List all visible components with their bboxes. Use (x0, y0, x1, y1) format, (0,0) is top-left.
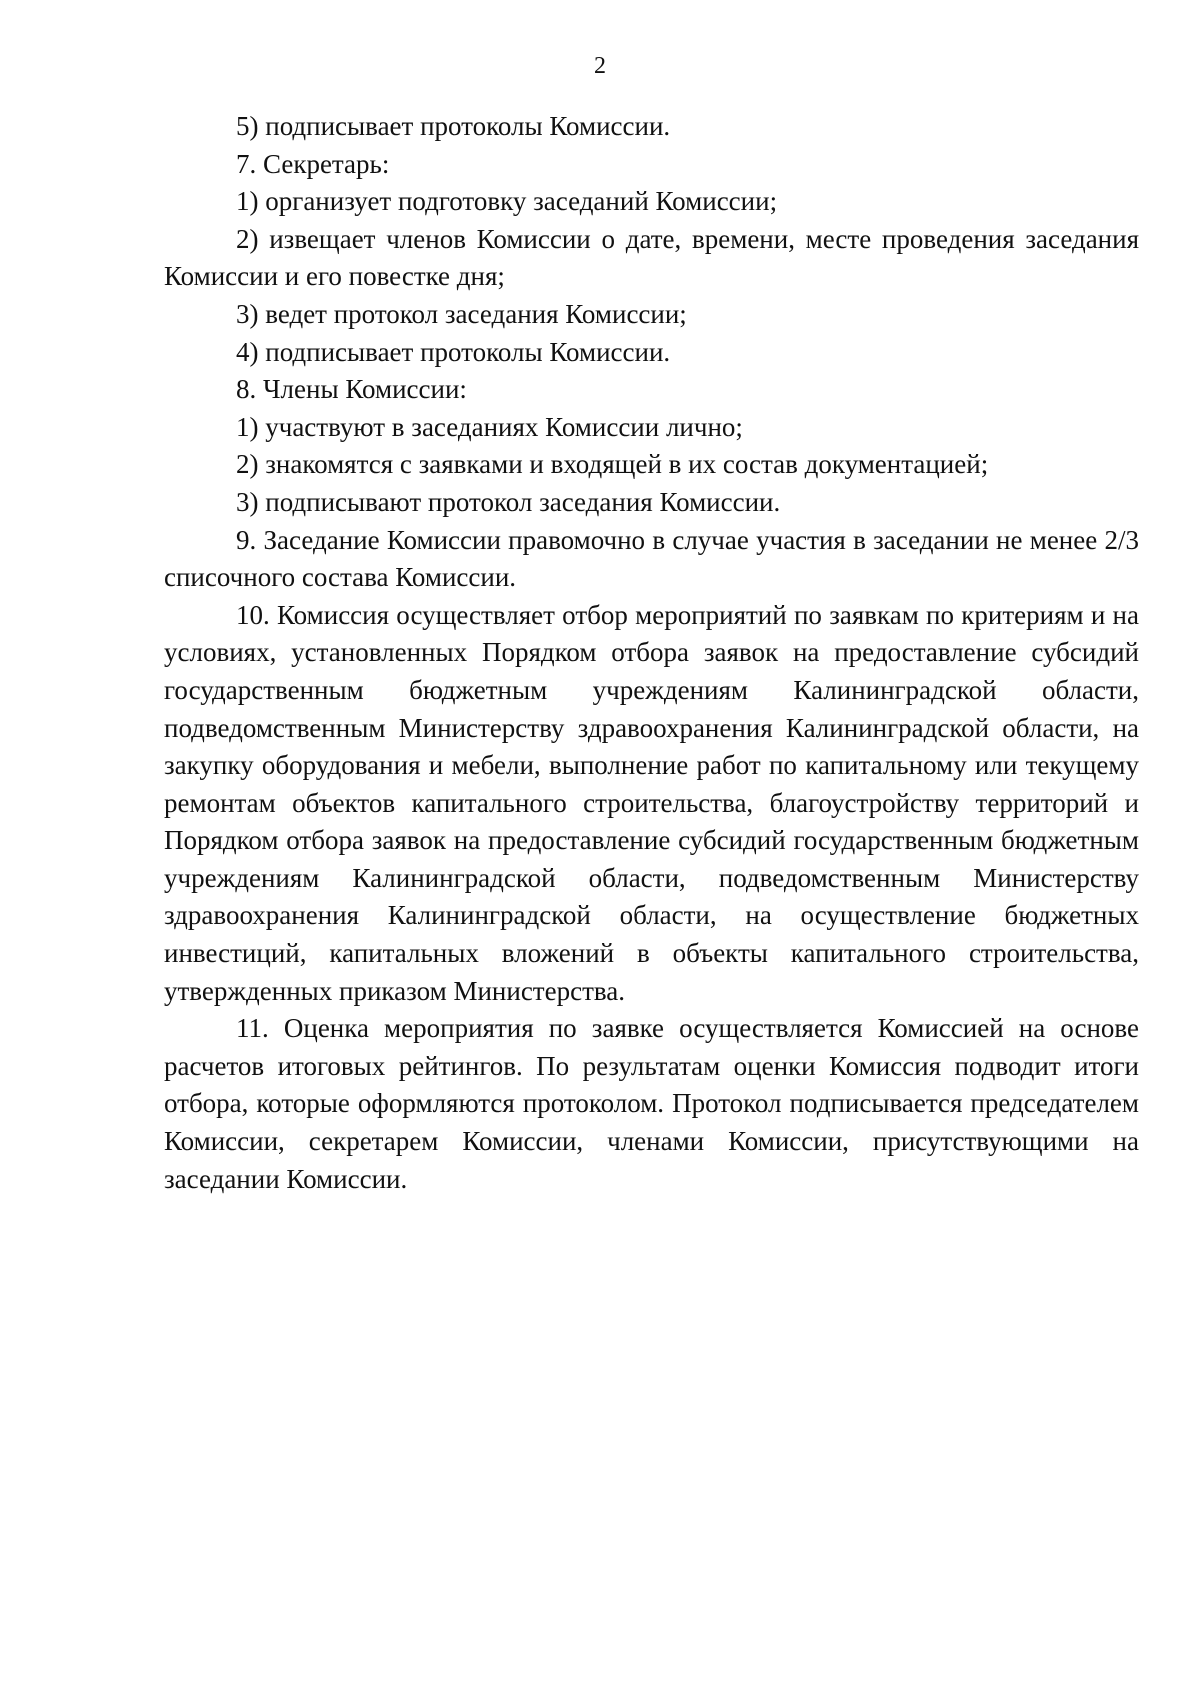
paragraph-7-2-notifies: 2) извещает членов Комиссии о дате, времени, месте проведения заседания Комиссии и его повестке дня; (164, 223, 1139, 292)
paragraph-8-3-sign-protocol: 3) подписывают протокол заседания Комиссии. (236, 486, 781, 517)
paragraph-5-signs-protocols: 5) подписывает протоколы Комиссии. (236, 111, 671, 141)
page-number: 2 (594, 53, 606, 79)
paragraph-11-evaluation: 11. Оценка мероприятия по заявке осуществляется Комиссией на основе расчетов итоговых рейтингов. По результатам оценки Комиссия подводит итоги отбора, которые оформляются протоколом. Протокол подписывается председателем Комиссии, секретарем Комиссии, членами Комиссии, присутствующими на заседании Комиссии. (164, 1013, 1139, 1194)
paragraph-10-selection: 10. Комиссия осуществляет отбор мероприятий по заявкам по критериям и на условиях, установленных Порядком отбора заявок на предоставление субсидий государственным бюджетным учреждениям Калининградской области, подведомственным Министерству здравоохранения Калининградской области, на закупку оборудования и мебели, выполнение работ по капитальному или текущему ремонтам объектов капитального строительства, благоустройству территорий и Порядком отбора заявок на предоставление субсидий государственным бюджетным учреждениям Калининградской области, подведомственным Министерству здравоохранения Калининградской области, на осуществление бюджетных инвестиций, капитальных вложений в объекты капитального строительства, утвержденных приказом Министерства. (164, 599, 1139, 1006)
paragraph-8-2-review-applications: 2) знакомятся с заявками и входящей в их состав документацией; (236, 449, 989, 480)
paragraph-8-1-participate: 1) участвуют в заседаниях Комиссии лично; (236, 411, 743, 442)
paragraph-9-quorum: 9. Заседание Комиссии правомочно в случае участия в заседании не менее 2/3 списочного состава Комиссии. (164, 524, 1139, 593)
paragraph-8-members-heading: 8. Члены Комиссии: (236, 374, 467, 405)
paragraph-7-4-signs-protocols: 4) подписывает протоколы Комиссии. (236, 336, 671, 367)
paragraph-7-secretary-heading: 7. Секретарь: (236, 148, 390, 179)
document-body (164, 108, 1139, 1198)
paragraph-7-1-organizes: 1) организует подготовку заседаний Комиссии; (236, 186, 778, 217)
paragraph-7-3-keeps-protocol: 3) ведет протокол заседания Комиссии; (236, 298, 687, 329)
